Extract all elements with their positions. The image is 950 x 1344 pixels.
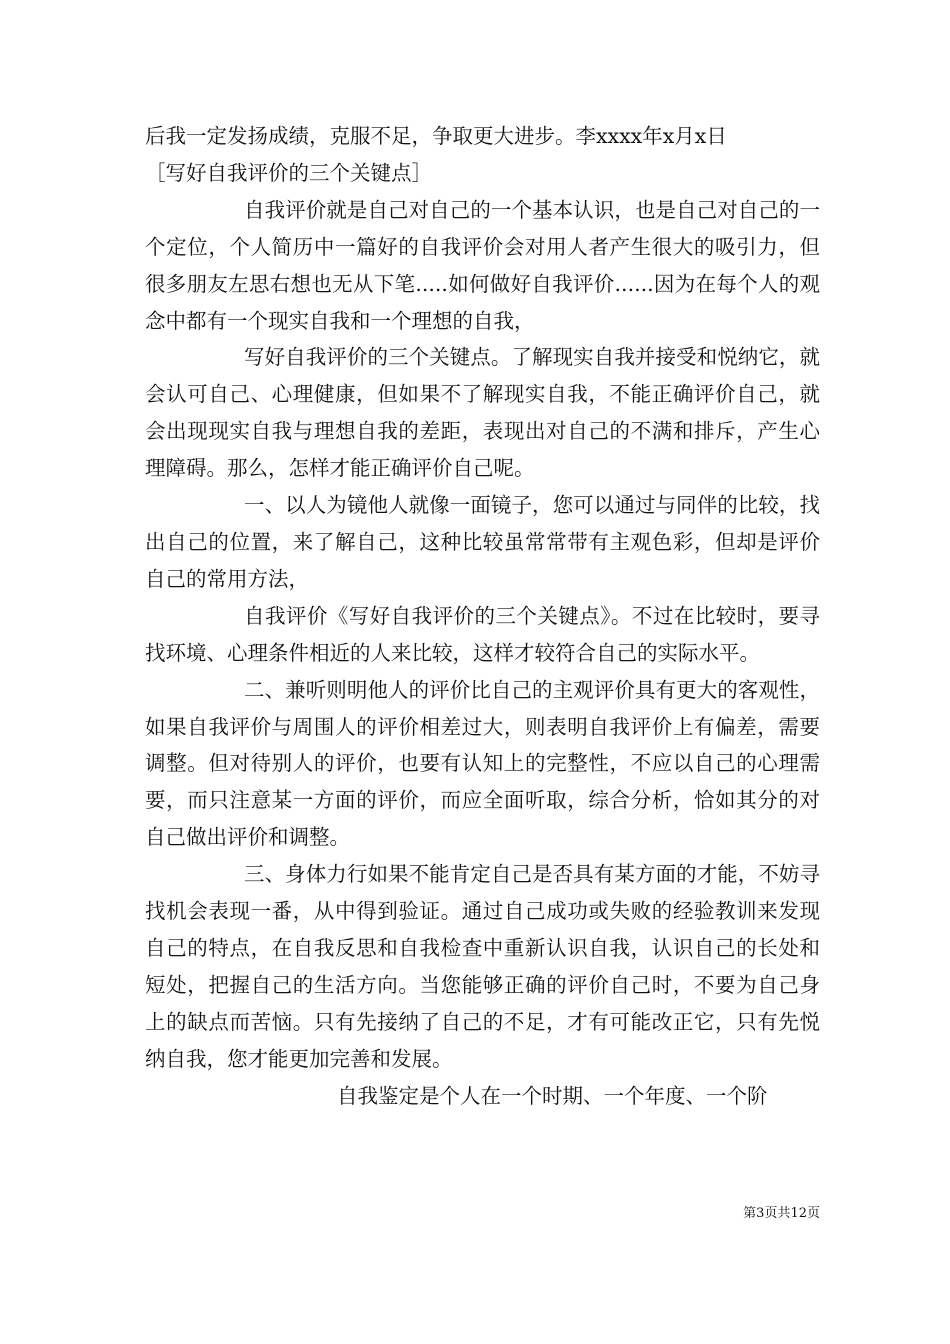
paragraph: 写好自我评价的三个关键点。了解现实自我并接受和悦纳它，就会认可自己、心理健康，但如果不了解现实自我，不能正确评价自己，就会出现现实自我与理想自我的差距，表现出对自己的不满和排斥，产生心理障碍。那么，怎样才能正确评价自己呢。 [145,345,820,481]
paragraph: 自我评价《写好自我评价的三个关键点》。不过在比较时，要寻找环境、心理条件相近的人来比较，这样才较符合自己的实际水平。 [145,603,820,665]
paragraph: 自我鉴定是个人在一个时期、一个年度、一个阶 [337,1083,768,1108]
section-heading: ［写好自我评价的三个关键点］ [145,160,432,185]
body-text [145,118,820,1114]
paragraph-continuation: 后我一定发扬成绩，克服不足，争取更大进步。李xxxx年x月x日 [145,124,727,148]
paragraph: 二、兼听则明他人的评价比自己的主观评价具有更大的客观性，如果自我评价与周围人的评价相差过大，则表明自我评价上有偏差，需要调整。但对待别人的评价，也要有认知上的完整性，不应以自己的心理需要，而只注意某一方面的评价，而应全面听取，综合分析，恰如其分的对自己做出评价和调整。 [145,677,820,850]
paragraph: 一、以人为镜他人就像一面镜子，您可以通过与同伴的比较，找出自己的位置，来了解自己，这种比较虽常常带有主观色彩，但却是评价自己的常用方法， [145,493,820,591]
paragraph: 自我评价就是自己对自己的一个基本认识，也是自己对自己的一个定位，个人简历中一篇好的自我评价会对用人者产生很大的吸引力，但很多朋友左思右想也无从下笔.....如何做好自我评价......因为在每个人的观念中都有一个现实自我和一个理想的自我， [145,197,820,333]
paragraph: 三、身体力行如果不能肯定自己是否具有某方面的才能，不妨寻找机会表现一番，从中得到验证。通过自己成功或失败的经验教训来发现自己的特点，在自我反思和自我检查中重新认识自我，认识自己的长处和短处，把握自己的生活方向。当您能够正确的评价自己时，不要为自己身上的缺点而苦恼。只有先接纳了自己的不足，才有可能改正它，只有先悦纳自我，您才能更加完善和发展。 [145,862,820,1071]
page-number-footer: 第3页共12页 [743,1206,820,1221]
